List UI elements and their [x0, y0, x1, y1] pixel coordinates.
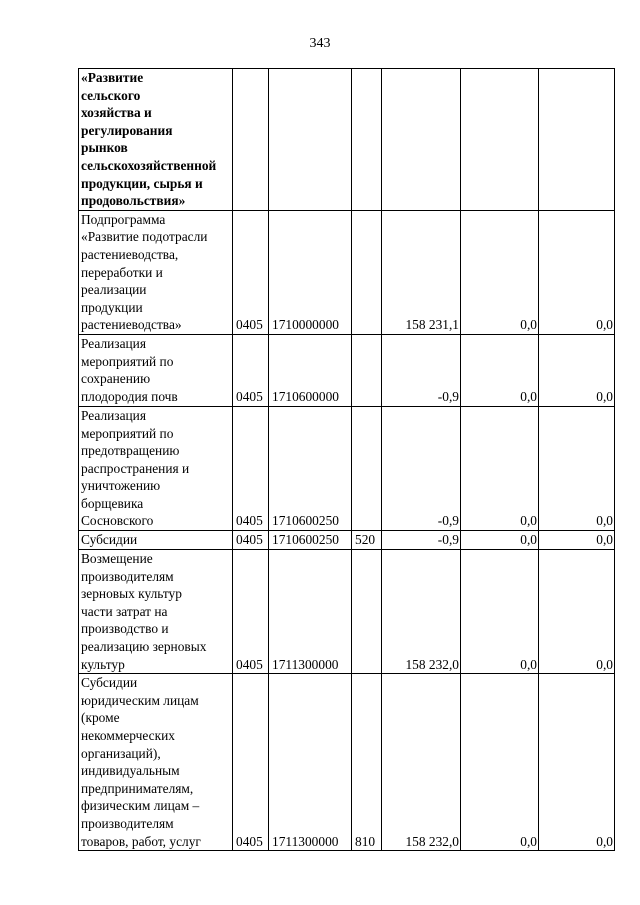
- target-code: 1710600000: [269, 334, 352, 406]
- amount-2: 0,0: [461, 674, 539, 851]
- budget-table: [78, 68, 615, 851]
- section-code: 0405: [233, 334, 269, 406]
- row-name: Субсидии юридическим лицам (кроме некоммерческих организаций), индивидуальным предпринимателям, физическим лицам – производителям товаров, работ, услуг: [79, 674, 233, 851]
- row-name: Возмещение производителям зерновых культур части затрат на производство и реализацию зерновых культур: [79, 550, 233, 674]
- section-code: [233, 69, 269, 211]
- row-name: Реализация мероприятий по предотвращению распространения и уничтожению борщевика Сосновского: [79, 406, 233, 530]
- target-code: 1711300000: [269, 674, 352, 851]
- table-row: [79, 674, 615, 851]
- amount-2: 0,0: [461, 210, 539, 334]
- amount-2: [461, 69, 539, 211]
- amount-1: 158 231,1: [382, 210, 461, 334]
- target-code: 1710600250: [269, 406, 352, 530]
- amount-1: 158 232,0: [382, 550, 461, 674]
- amount-3: [539, 69, 615, 211]
- row-name: Реализация мероприятий по сохранению плодородия почв: [79, 334, 233, 406]
- target-code: [269, 69, 352, 211]
- amount-3: 0,0: [539, 674, 615, 851]
- amount-3: 0,0: [539, 550, 615, 674]
- table-row: [79, 531, 615, 550]
- section-code: 0405: [233, 531, 269, 550]
- section-code: 0405: [233, 550, 269, 674]
- amount-2: 0,0: [461, 334, 539, 406]
- expense-kind-code: [352, 550, 382, 674]
- target-code: 1711300000: [269, 550, 352, 674]
- table-row: [79, 550, 615, 674]
- table-row: [79, 406, 615, 530]
- amount-3: 0,0: [539, 210, 615, 334]
- table-row: [79, 334, 615, 406]
- amount-2: 0,0: [461, 531, 539, 550]
- row-name: Субсидии: [79, 531, 233, 550]
- amount-3: 0,0: [539, 406, 615, 530]
- amount-2: 0,0: [461, 550, 539, 674]
- table-row: [79, 210, 615, 334]
- row-name: Подпрограмма «Развитие подотрасли растениеводства, переработки и реализации продукции растениеводства»: [79, 210, 233, 334]
- expense-kind-code: [352, 210, 382, 334]
- amount-1: -0,9: [382, 406, 461, 530]
- amount-1: -0,9: [382, 531, 461, 550]
- amount-2: 0,0: [461, 406, 539, 530]
- expense-kind-code: 810: [352, 674, 382, 851]
- target-code: 1710000000: [269, 210, 352, 334]
- row-name: «Развитие сельского хозяйства и регулирования рынков сельскохозяйственной продукции, сырья и продовольствия»: [79, 69, 233, 211]
- expense-kind-code: [352, 334, 382, 406]
- amount-1: 158 232,0: [382, 674, 461, 851]
- section-code: 0405: [233, 210, 269, 334]
- amount-3: 0,0: [539, 334, 615, 406]
- amount-1: [382, 69, 461, 211]
- target-code: 1710600250: [269, 531, 352, 550]
- page-number: 343: [309, 36, 331, 51]
- expense-kind-code: [352, 406, 382, 530]
- expense-kind-code: 520: [352, 531, 382, 550]
- amount-3: 0,0: [539, 531, 615, 550]
- table-row: [79, 69, 615, 211]
- expense-kind-code: [352, 69, 382, 211]
- amount-1: -0,9: [382, 334, 461, 406]
- section-code: 0405: [233, 406, 269, 530]
- section-code: 0405: [233, 674, 269, 851]
